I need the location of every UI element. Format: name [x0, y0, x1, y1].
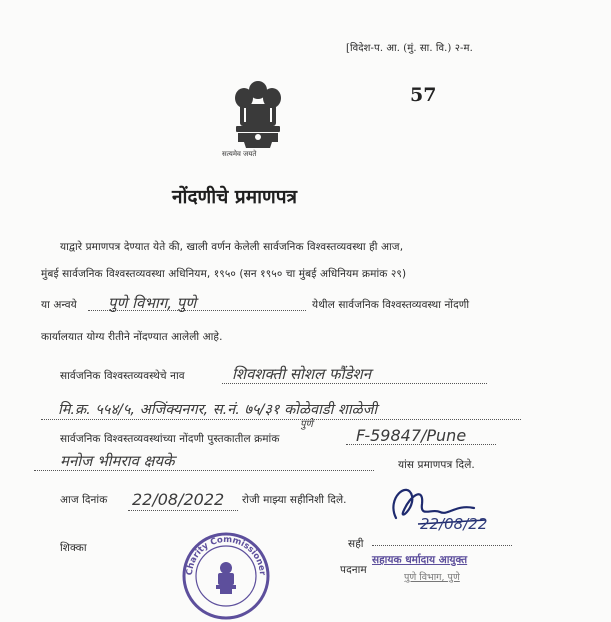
- trust-address-value: मि.क्र. ५५४/५, अजिंक्यनगर, स.नं. ७५/३१ कोळेवाडी शाळेजी: [58, 402, 378, 418]
- trust-name-label: सार्वजनिक विश्वस्तव्यवस्थेचे नाव: [60, 370, 185, 382]
- date-prefix: आज दिनांक: [60, 494, 108, 506]
- designation-label: पदनाम: [340, 564, 367, 576]
- round-seal-icon: [180, 530, 272, 622]
- body-line-1: याद्वारे प्रमाणपत्र देण्यात येते की, खाली वर्णन केलेली सार्वजनिक विश्वस्तव्यवस्था ही आज,: [60, 241, 404, 253]
- date-value: 22/08/2022: [132, 490, 225, 509]
- lion-capital-icon: [226, 78, 290, 150]
- address-underline: [41, 419, 521, 420]
- district-handwritten: पुणे विभाग, पुणे: [108, 294, 197, 312]
- signature-underline: [372, 545, 512, 546]
- form-reference: [विदेश-प. आ. (मुं. सा. वि.) २-म.: [346, 43, 473, 54]
- national-emblem: [222, 78, 290, 162]
- date-underline: [128, 510, 238, 511]
- emblem-motto: सत्यमेव जयते: [222, 150, 257, 158]
- body-line-3-suffix: येथील सार्वजनिक विश्वस्तव्यवस्था नोंदणी: [312, 299, 470, 311]
- certificate-title: नोंदणीचे प्रमाणपत्र: [172, 186, 298, 208]
- signature-date: 22/08/22: [420, 515, 488, 533]
- official-seal: [180, 530, 272, 622]
- seal-text: Charity Commissioner: [184, 534, 268, 576]
- body-line-4: कार्यालयात योग्य रीतीने नोंदण्यात आलेली आहे.: [41, 331, 223, 343]
- recipient-suffix: यांस प्रमाणपत्र दिले.: [398, 459, 475, 471]
- body-line-2: मुंबई सार्वजनिक विश्वस्तव्यवस्था अधिनियम, १९५० (सन १९५० चा मुंबई अधिनियम क्रमांक २९): [41, 268, 407, 280]
- page-number: 57: [410, 84, 437, 106]
- designation-stamp-line-2: पुणे विभाग, पुणे: [404, 572, 460, 583]
- designation-stamp-line-1: सहायक धर्मादाय आयुक्त: [372, 554, 468, 566]
- date-suffix: रोजी माझ्या सहीनिशी दिले.: [242, 494, 347, 506]
- signature-label: सही: [348, 538, 364, 550]
- body-line-3-prefix: या अन्वये: [41, 299, 77, 311]
- trust-address-extra: पुणे: [300, 419, 313, 430]
- trust-name-value: शिवशक्ती सोशल फौंडेशन: [232, 365, 372, 383]
- seal-label: शिक्का: [60, 542, 87, 554]
- recipient-name-value: मनोज भीमराव क्षयके: [60, 452, 175, 470]
- register-number-value: F-59847/Pune: [356, 426, 467, 445]
- register-number-label: सार्वजनिक विश्वस्तव्यवस्थांच्या नोंदणी पुस्तकातील क्रमांक: [60, 433, 280, 445]
